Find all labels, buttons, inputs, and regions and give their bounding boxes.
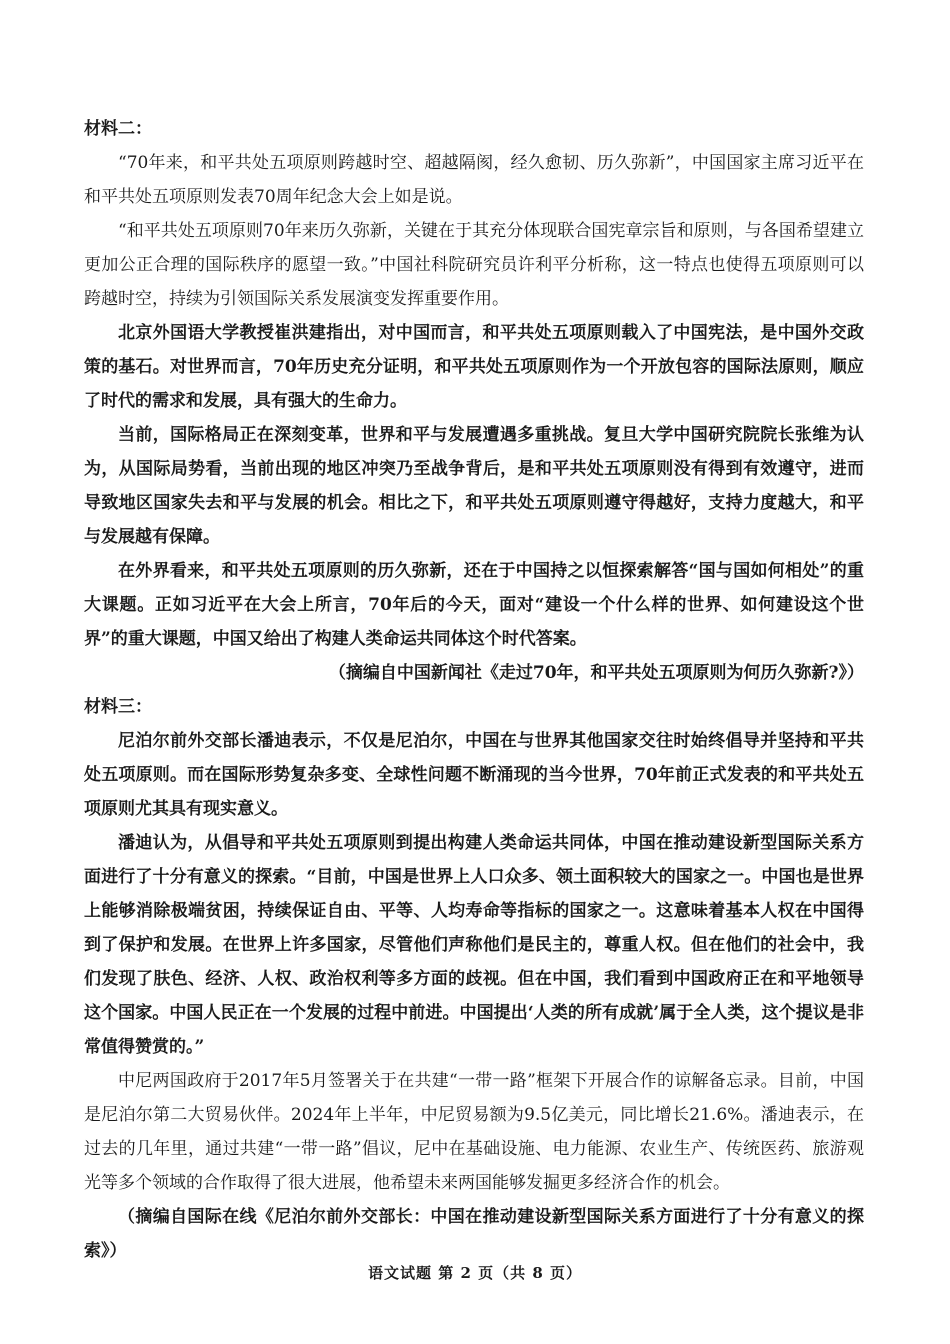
material-2-paragraph-3: 北京外国语大学教授崔洪建指出，对中国而言，和平共处五项原则载入了中国宪法，是中国外交政策的基石。对世界而言，70年历史充分证明，和平共处五项原则作为一个开放包容的国际法原则，顺应了时代的需求和发展，具有强大的生命力。 xyxy=(84,323,864,411)
material-3-section xyxy=(84,690,864,1268)
material-2-section xyxy=(84,112,864,690)
material-3-heading: 材料三： xyxy=(84,697,152,717)
material-2-heading: 材料二： xyxy=(84,119,152,139)
material-2-source: （摘编自中国新闻社《走过70年，和平共处五项原则为何历久弥新?》） xyxy=(328,663,864,683)
page-content xyxy=(84,112,864,1268)
material-2-paragraph-4: 当前，国际格局正在深刻变革，世界和平与发展遭遇多重挑战。复旦大学中国研究院院长张维为认为，从国际局势看，当前出现的地区冲突乃至战争背后，是和平共处五项原则没有得到有效遵守，进而导致地区国家失去和平与发展的机会。相比之下，和平共处五项原则遵守得越好，支持力度越大，和平与发展越有保障。 xyxy=(84,425,864,547)
material-3-paragraph-3: 中尼两国政府于2017年5月签署关于在共建“一带一路”框架下开展合作的谅解备忘录。目前，中国是尼泊尔第二大贸易伙伴。2024年上半年，中尼贸易额为9.5亿美元，同比增长21.6%。潘迪表示，在过去的几年里，通过共建“一带一路”倡议，尼中在基础设施、电力能源、农业生产、传统医药、旅游观光等多个领域的合作取得了很大进展，他希望未来两国能够发掘更多经济合作的机会。 xyxy=(84,1071,864,1193)
material-3-paragraph-2: 潘迪认为，从倡导和平共处五项原则到提出构建人类命运共同体，中国在推动建设新型国际关系方面进行了十分有意义的探索。“目前，中国是世界上人口众多、领土面积较大的国家之一。中国也是世界上能够消除极端贫困，持续保证自由、平等、人均寿命等指标的国家之一。这意味着基本人权在中国得到了保护和发展。在世界上许多国家，尽管他们声称他们是民主的，尊重人权。但在他们的社会中，我们发现了肤色、经济、人权、政治权利等多方面的歧视。但在中国，我们看到中国政府正在和平地领导这个国家。中国人民正在一个发展的过程中前进。中国提出‘人类的所有成就’属于全人类，这个提议是非常值得赞赏的。” xyxy=(84,833,864,1057)
page-footer: 语文试题 第 2 页（共 8 页） xyxy=(368,1264,582,1282)
material-2-paragraph-1: “70年来，和平共处五项原则跨越时空、超越隔阂，经久愈韧、历久弥新”，中国国家主席习近平在和平共处五项原则发表70周年纪念大会上如是说。 xyxy=(84,153,864,207)
material-3-source: （摘编自国际在线《尼泊尔前外交部长：中国在推动建设新型国际关系方面进行了十分有意义的探索》） xyxy=(84,1207,864,1261)
material-3-paragraph-1: 尼泊尔前外交部长潘迪表示，不仅是尼泊尔，中国在与世界其他国家交往时始终倡导并坚持和平共处五项原则。而在国际形势复杂多变、全球性问题不断涌现的当今世界，70年前正式发表的和平共处五项原则尤其具有现实意义。 xyxy=(84,731,864,819)
material-2-paragraph-5: 在外界看来，和平共处五项原则的历久弥新，还在于中国持之以恒探索解答“国与国如何相处”的重大课题。正如习近平在大会上所言，70年后的今天，面对“建设一个什么样的世界、如何建设这个世界”的重大课题，中国又给出了构建人类命运共同体这个时代答案。 xyxy=(84,561,864,649)
material-2-paragraph-2: “和平共处五项原则70年来历久弥新，关键在于其充分体现联合国宪章宗旨和原则，与各国希望建立更加公正合理的国际秩序的愿望一致。”中国社科院研究员许利平分析称，这一特点也使得五项原则可以跨越时空，持续为引领国际关系发展演变发挥重要作用。 xyxy=(84,221,864,309)
